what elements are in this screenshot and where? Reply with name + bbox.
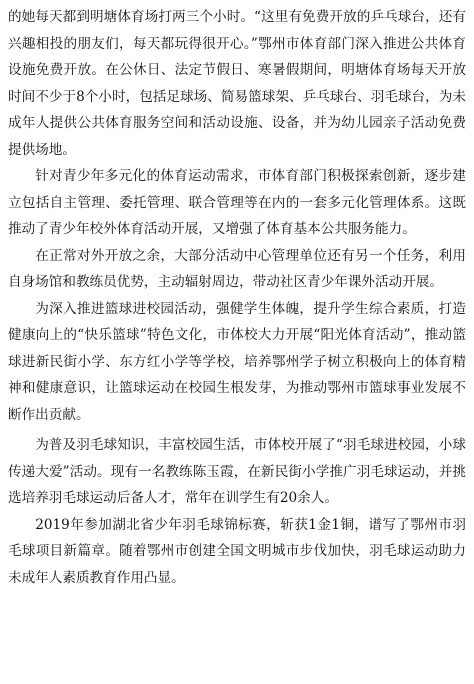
paragraph-4: 为深入推进篮球进校园活动，强健学生体魄，提升学生综合素质，打造健康向上的“快乐篮球”特色文化，市体校大力开展“阳光体育活动”，推动篮球进新民街小学、东方红小学等学校，培养鄂州学子树立积极向上的体育精神和健康意识，让篮球运动在校园生根发芽，为推动鄂州市篮球事业发展不断作出贡献。 [8, 300, 466, 423]
paragraph-2: 针对青少年多元化的体育运动需求，市体育部门积极探索创新，逐步建立包括自主管理、委托管理、联合管理等在内的一套多元化管理体系。这既推动了青少年校外体育活动开展，又增强了体育基本公共服务能力。 [8, 168, 466, 237]
paragraph-3: 在正常对外开放之余，大部分活动中心管理单位还有另一个任务，利用自身场馆和教练员优势，主动辐射周边，带动社区青少年课外活动开展。 [8, 247, 466, 290]
paragraph-5: 为普及羽毛球知识，丰富校园生活，市体校开展了“羽毛球进校园，小球传递大爱”活动。现有一名教练陈玉霞，在新民街小学推广羽毛球运动，并挑选培养羽毛球运动后备人才，常年在训学生有20余人。 [8, 437, 466, 506]
paragraph-6: 2019年参加湖北省少年羽毛球锦标赛，斩获1金1铜，谱写了鄂州市羽毛球项目新篇章。随着鄂州市创建全国文明城市步伐加快，羽毛球运动助力未成年人素质教育作用凸显。 [8, 516, 466, 586]
paragraph-1: 的她每天都到明塘体育场打两三个小时。“这里有免费开放的乒乓球台，还有兴趣相投的朋友们，每天都玩得很开心。”鄂州市体育部门深入推进公共体育设施免费开放。在公休日、法定节假日、寒暑假期间，明塘体育场每天开放时间不少于8个小时，包括足球场、简易篮球架、乒乓球台、羽毛球台，为未成年人提供公共体育服务空间和活动设施、设备，并为幼儿园亲子活动免费提供场地。 [8, 9, 466, 158]
